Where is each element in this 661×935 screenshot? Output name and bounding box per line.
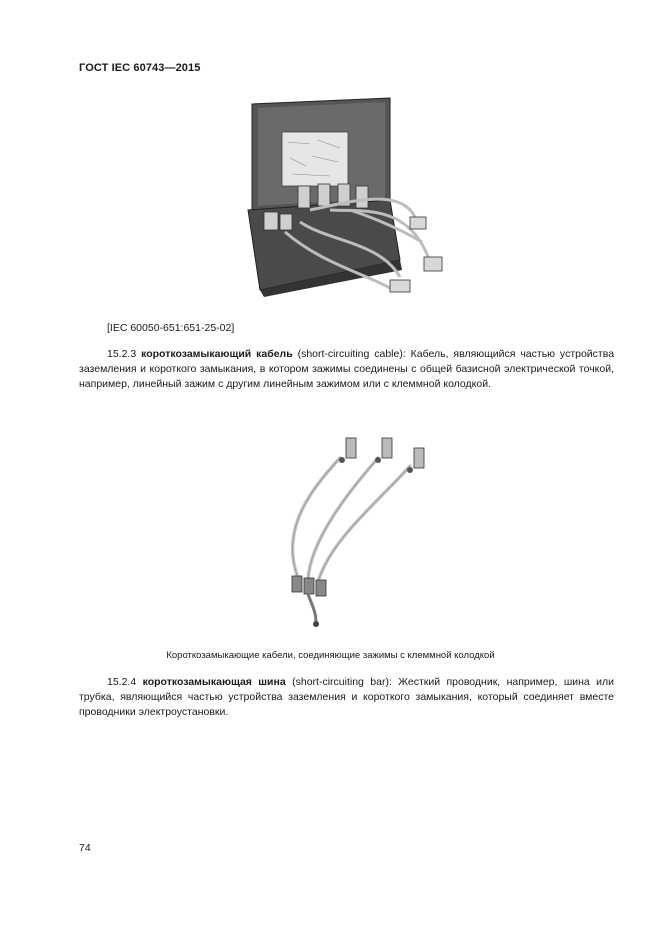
- term-english: (short-circuiting bar):: [292, 676, 392, 688]
- term: короткозамыкающий кабель: [141, 348, 293, 360]
- reference-citation: [IEC 60050-651:651-25-02]: [107, 322, 235, 334]
- section-number: 15.2.4: [107, 676, 137, 688]
- case-with-cables-figure: [240, 92, 450, 297]
- short-circuiting-cables-figure: [270, 430, 450, 630]
- definition-text: Жесткий проводник, например, шина или трубка, являющийся частью устройства заземления и короткого замыкания, который соединяет вместе проводники электроустановки.: [79, 676, 615, 718]
- page-number: 74: [79, 842, 91, 854]
- figure-caption: Короткозамыкающие кабели, соединяющие зажимы с клеммной колодкой: [166, 650, 495, 661]
- definition-text: Кабель, являющийся частью устройства заземления и короткого замыкания, в котором зажимы соединены с общей базисной электрической точкой, например, линейный зажим с другим линейным зажимом или с клеммной колодкой.: [79, 348, 615, 390]
- document-header: ГОСТ IEC 60743—2015: [79, 62, 201, 74]
- term-english: (short-circuiting cable):: [297, 348, 406, 360]
- term: короткозамыкающая шина: [142, 676, 286, 688]
- definition-paragraph-15-2-4: [79, 675, 614, 720]
- section-number: 15.2.3: [107, 348, 137, 360]
- definition-paragraph-15-2-3: [79, 347, 614, 392]
